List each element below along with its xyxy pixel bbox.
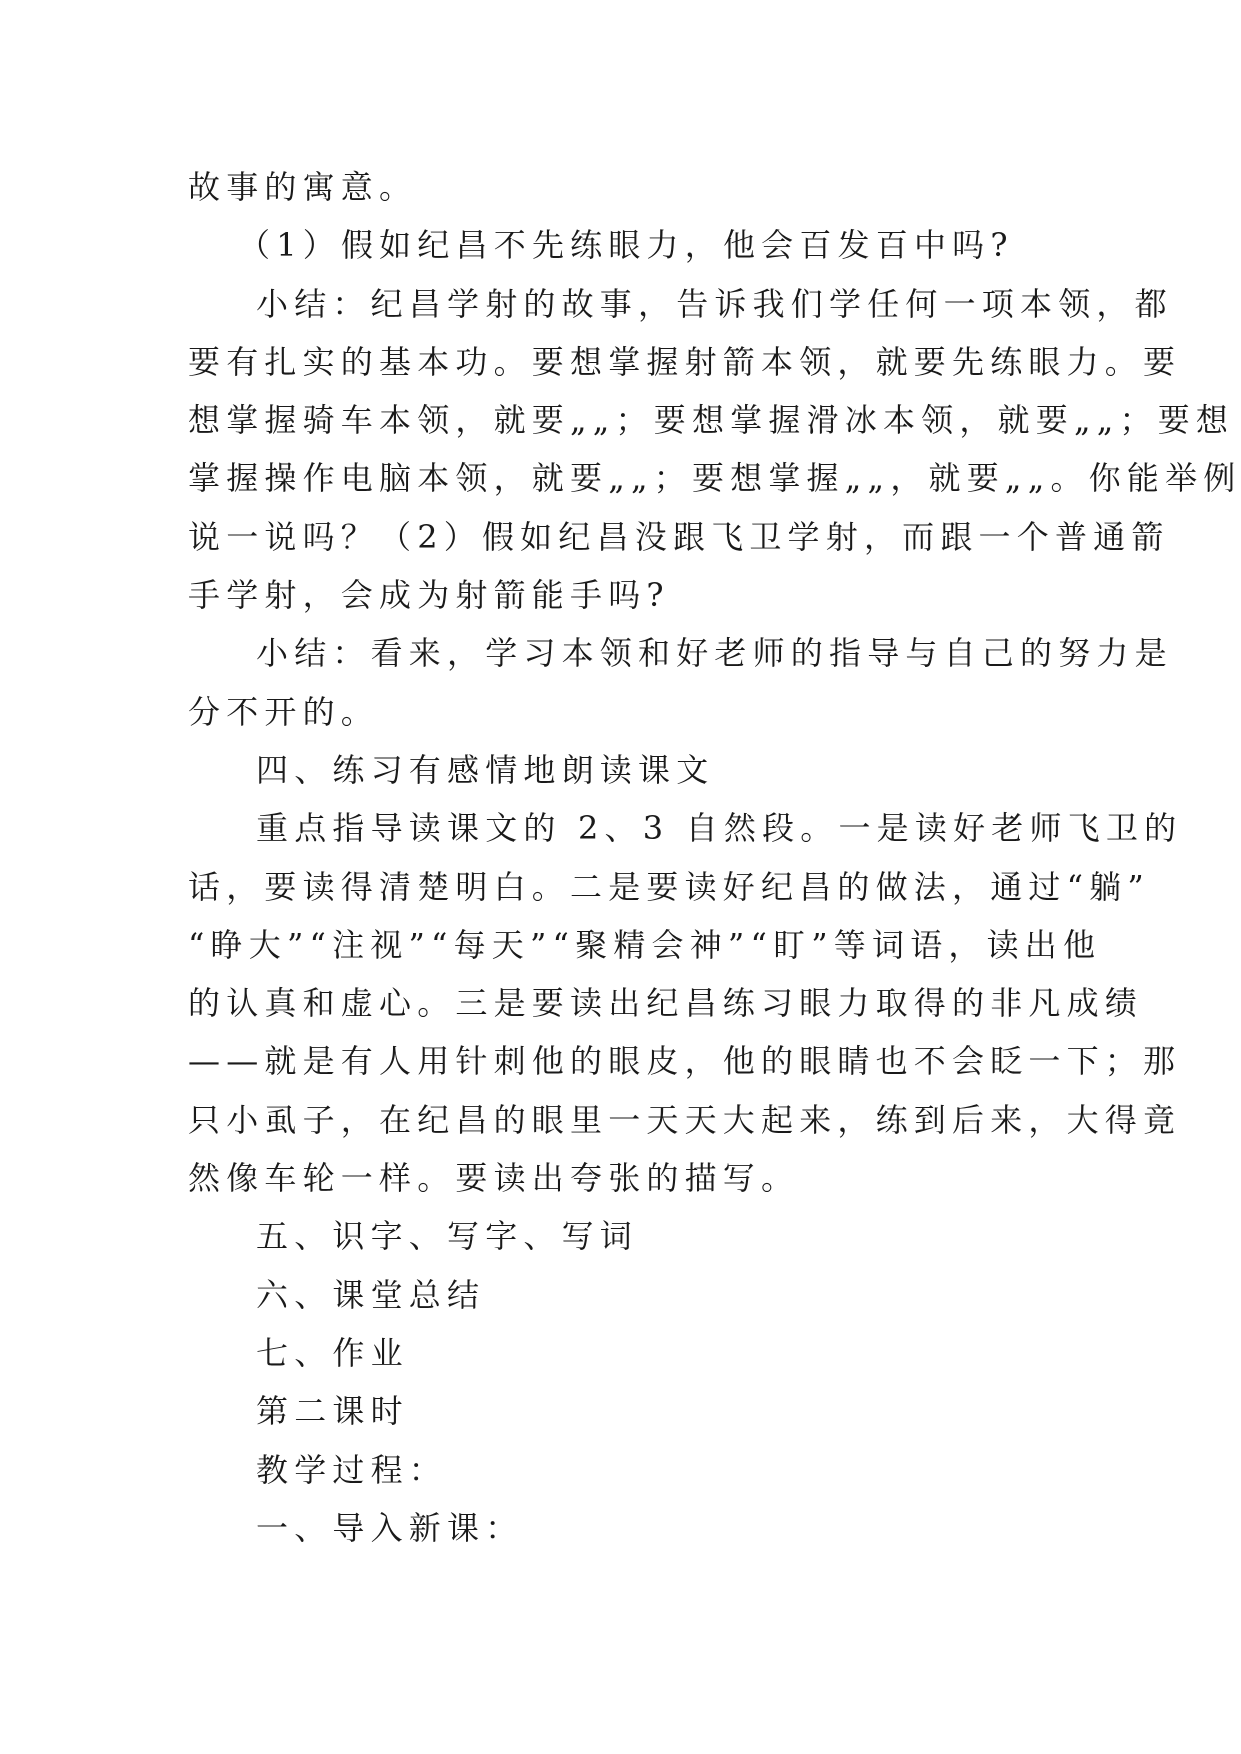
lesson-heading: 第二课时 <box>256 1392 409 1431</box>
text-line: 要有扎实的基本功。要想掌握射箭本领，就要先练眼力。要 <box>188 342 1182 381</box>
text-line: 手学射，会成为射箭能手吗? <box>188 576 670 615</box>
text-line: 故事的寓意。 <box>188 168 418 206</box>
text-line: 说一说吗？（2）假如纪昌没跟飞卫学射，而跟一个普通箭 <box>188 517 1170 556</box>
section-heading-6: 六、课堂总结 <box>256 1275 486 1314</box>
text-line: 只小虱子，在纪昌的眼里一天天大起来，练到后来，大得竟 <box>188 1100 1182 1139</box>
text-line: 话，要读得清楚明白。二是要读好纪昌的做法，通过“躺” <box>188 867 1150 906</box>
text-line: 然像车轮一样。要读出夸张的描写。 <box>188 1159 800 1198</box>
text-line: “睁大”“注视”“每天”“聚精会神”“盯”等词语，读出他 <box>188 925 1102 964</box>
document-body <box>188 158 1241 1557</box>
text-line: 想掌握骑车本领，就要„„；要想掌握滑冰本领，就要„„；要想 <box>188 401 1235 440</box>
summary-paragraph-2: 小结：看来，学习本领和好老师的指导与自己的努力是 <box>256 634 1173 673</box>
section-heading-1: 一、导入新课： <box>256 1508 524 1547</box>
text-line: 掌握操作电脑本领，就要„„；要想掌握„„，就要„„。你能举例 <box>188 459 1241 498</box>
summary-paragraph-1: 小结：纪昌学射的故事，告诉我们学任何一项本领，都 <box>256 284 1173 323</box>
section-heading-7: 七、作业 <box>256 1333 409 1372</box>
text-line: 分不开的。 <box>188 692 380 731</box>
reading-guide-paragraph: 重点指导读课文的 2、3 自然段。一是读好老师飞卫的 <box>256 809 1183 848</box>
teaching-process-heading: 教学过程： <box>256 1450 448 1489</box>
question-1: （1）假如纪昌不先练眼力，他会百发百中吗? <box>238 226 1014 265</box>
section-heading-4: 四、练习有感情地朗读课文 <box>256 750 715 789</box>
text-line: 的认真和虚心。三是要读出纪昌练习眼力取得的非凡成绩 <box>188 984 1144 1023</box>
text-line: ——就是有人用针刺他的眼皮，他的眼睛也不会眨一下；那 <box>188 1042 1182 1081</box>
section-heading-5: 五、识字、写字、写词 <box>256 1217 639 1256</box>
